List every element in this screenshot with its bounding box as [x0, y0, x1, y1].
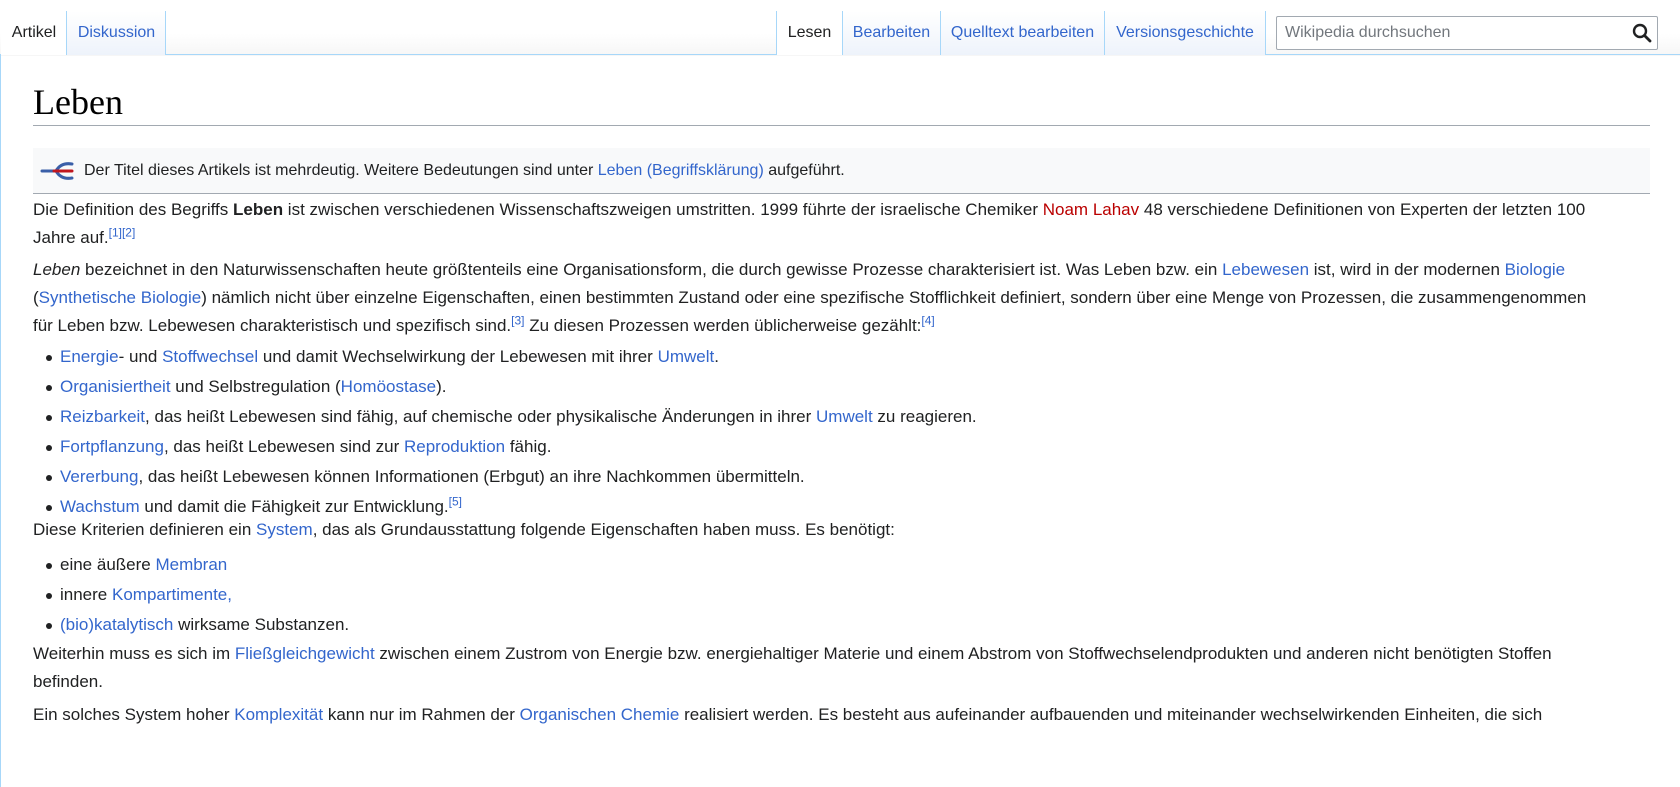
list-text: zu reagieren.: [872, 407, 977, 426]
p2-text: ) nämlich nicht über einzelne Eigenschaften, einen bestimmten Zustand oder eine spezifische Stofflichkeit definiert, sondern über eine Menge von Prozessen, die zusammengenommen: [201, 288, 1587, 307]
list-item: [33, 462, 1650, 492]
tab-lesen[interactable]: [776, 11, 842, 55]
tab-diskussion[interactable]: [66, 11, 166, 55]
tab-edge: [165, 11, 166, 55]
paragraph-1: [33, 196, 1650, 252]
tab-bearbeiten-label: Bearbeiten: [852, 24, 931, 41]
link-membran[interactable]: Membran: [155, 555, 228, 574]
tab-quelltext-bearbeiten[interactable]: [940, 11, 1104, 55]
search-input[interactable]: [1277, 17, 1625, 49]
link-homoeostase[interactable]: Homöostase: [340, 377, 437, 396]
link-synthetische-biologie[interactable]: Synthetische Biologie: [38, 288, 202, 307]
p4-text: Weiterhin muss es sich im: [33, 644, 235, 663]
p1-text: 48 verschiedene Definitionen von Experten der letzten 100: [1139, 200, 1586, 219]
list-text: , das heißt Lebewesen sind fähig, auf chemische oder physikalische Änderungen in ihrer: [145, 407, 816, 426]
tab-versionsgeschichte[interactable]: [1104, 11, 1265, 55]
redlink-noam-lahav[interactable]: Noam Lahav: [1042, 200, 1140, 219]
paragraph-3: [33, 516, 1650, 544]
list-item: [33, 550, 1650, 580]
p1-text: Die Definition des Begriffs: [33, 200, 234, 219]
list-item: [33, 580, 1650, 610]
list-text: und damit die Fähigkeit zur Entwicklung.: [139, 497, 449, 516]
tab-quelltext-label: Quelltext bearbeiten: [950, 24, 1095, 41]
p1-text: ist zwischen verschiedenen Wissenschaftszweigen umstritten. 1999 führte der israelische Chemiker: [283, 200, 1043, 219]
p5-text: Ein solches System hoher: [33, 705, 235, 724]
link-system[interactable]: System: [256, 520, 313, 539]
link-vererbung[interactable]: Vererbung: [60, 467, 139, 486]
hatnote-text: [84, 148, 845, 194]
reference-1[interactable]: [1]: [108, 225, 122, 240]
p4-text: befinden.: [33, 672, 103, 691]
paragraph-5: [33, 701, 1650, 729]
link-komplexitaet[interactable]: Komplexität: [234, 705, 324, 724]
p1-bold: Leben: [233, 200, 284, 219]
p2-text: für Leben bzw. Lebewesen charakteristisch und spezifisch sind.: [33, 316, 512, 335]
tab-bearbeiten[interactable]: [842, 11, 940, 55]
link-kompartimente[interactable]: Kompartimente: [111, 585, 228, 604]
hatnote-after: aufgeführt.: [763, 162, 845, 179]
p5-text: realisiert werden. Es besteht aus aufeinander aufbauenden und miteinander wechselwirkenden Einheiten, die sich: [679, 705, 1543, 724]
p2-italic: Leben: [33, 260, 81, 279]
list-text: eine äußere: [60, 555, 156, 574]
list-text: fähig.: [505, 437, 552, 456]
p4-text: zwischen einem Zustrom von Energie bzw. energiehaltiger Materie und einem Abstrom von Stoffwechselendprodukten und anderen nicht benötigten Stoffen: [374, 644, 1552, 663]
link-energie[interactable]: Energie: [60, 347, 119, 366]
link-organische-chemie[interactable]: Organischen Chemie: [519, 705, 680, 724]
p5-text: kann nur im Rahmen der: [323, 705, 520, 724]
list-item: [33, 610, 1650, 640]
hatnote-link[interactable]: Leben (Begriffsklärung): [597, 162, 764, 179]
search-box: [1276, 16, 1658, 50]
list-text: und damit Wechselwirkung der Lebewesen mit ihrer: [258, 347, 658, 366]
reference-3[interactable]: [3]: [511, 313, 525, 328]
list-text: und Selbstregulation (: [170, 377, 341, 396]
link-lebewesen[interactable]: Lebewesen: [1222, 260, 1310, 279]
disambiguation-icon: [40, 160, 74, 182]
tab-artikel-label: Artikel: [11, 24, 57, 41]
list-text: , das heißt Lebewesen sind zur: [163, 437, 404, 456]
tab-lesen-label: Lesen: [787, 24, 832, 41]
hatnote-before: Der Titel dieses Artikels ist mehrdeutig. Weitere Bedeutungen sind unter: [84, 162, 598, 179]
list-text: wirksame Substanzen.: [173, 615, 350, 634]
reference-5[interactable]: [5]: [448, 494, 463, 509]
list-item: [33, 342, 1650, 372]
link-fliessgleichgewicht[interactable]: Fließgleichgewicht: [234, 644, 375, 663]
list-text: ).: [436, 377, 447, 396]
p2-text: Zu diesen Prozessen werden üblicherweise gezählt:: [524, 316, 922, 335]
list-item: [33, 432, 1650, 462]
title-underline: [33, 125, 1650, 126]
reference-2[interactable]: [2]: [121, 225, 136, 240]
list-text: , das heißt Lebewesen können Informationen (Erbgut) an ihre Nachkommen übermitteln.: [138, 467, 805, 486]
list-item: [33, 402, 1650, 432]
reference-4[interactable]: [4]: [921, 313, 935, 328]
tab-versionen-label: Versionsgeschichte: [1116, 24, 1254, 41]
p3-text: , das als Grundausstattung folgende Eigenschaften haben muss. Es benötigt:: [312, 520, 895, 539]
p2-text: ist, wird in der modernen: [1309, 260, 1505, 279]
paragraph-4: [33, 640, 1650, 696]
search-icon: [1631, 22, 1653, 44]
link-biologie[interactable]: Biologie: [1504, 260, 1566, 279]
link-umwelt[interactable]: Umwelt: [657, 347, 715, 366]
process-list: [33, 342, 1650, 522]
requirements-list: [33, 550, 1650, 640]
paragraph-2: [33, 256, 1650, 340]
link-wachstum[interactable]: Wachstum: [60, 497, 140, 516]
page-title: Leben: [33, 82, 123, 122]
list-item: [33, 372, 1650, 402]
list-text: .: [714, 347, 719, 366]
tab-artikel[interactable]: [1, 11, 67, 55]
p2-text: bezeichnet in den Naturwissenschaften heute größtenteils eine Organisationsform, die durch gewisse Prozesse charakterisiert ist. Was Leben bzw. ein: [80, 260, 1223, 279]
p1-text: Jahre auf.: [33, 228, 109, 247]
link-reizbarkeit[interactable]: Reizbarkeit: [60, 407, 146, 426]
link-umwelt[interactable]: Umwelt: [816, 407, 873, 426]
link-stoffwechsel[interactable]: Stoffwechsel: [162, 347, 259, 366]
p2-text: (: [33, 288, 39, 307]
content-left-border: [0, 54, 1, 787]
link-organisiertheit[interactable]: Organisiertheit: [60, 377, 171, 396]
disambiguation-hatnote: [33, 148, 1650, 194]
link-fortpflanzung[interactable]: Fortpflanzung: [60, 437, 164, 456]
tab-diskussion-label: Diskussion: [77, 24, 156, 41]
link-reproduktion[interactable]: Reproduktion: [403, 437, 506, 456]
p3-text: Diese Kriterien definieren ein: [33, 520, 257, 539]
link-biokatalytisch[interactable]: (bio)katalytisch: [60, 615, 174, 634]
list-text: innere: [60, 585, 112, 604]
list-comma: ,: [227, 585, 232, 604]
list-text: - und: [118, 347, 163, 366]
tab-edge: [1265, 11, 1266, 55]
search-button[interactable]: [1631, 22, 1653, 44]
